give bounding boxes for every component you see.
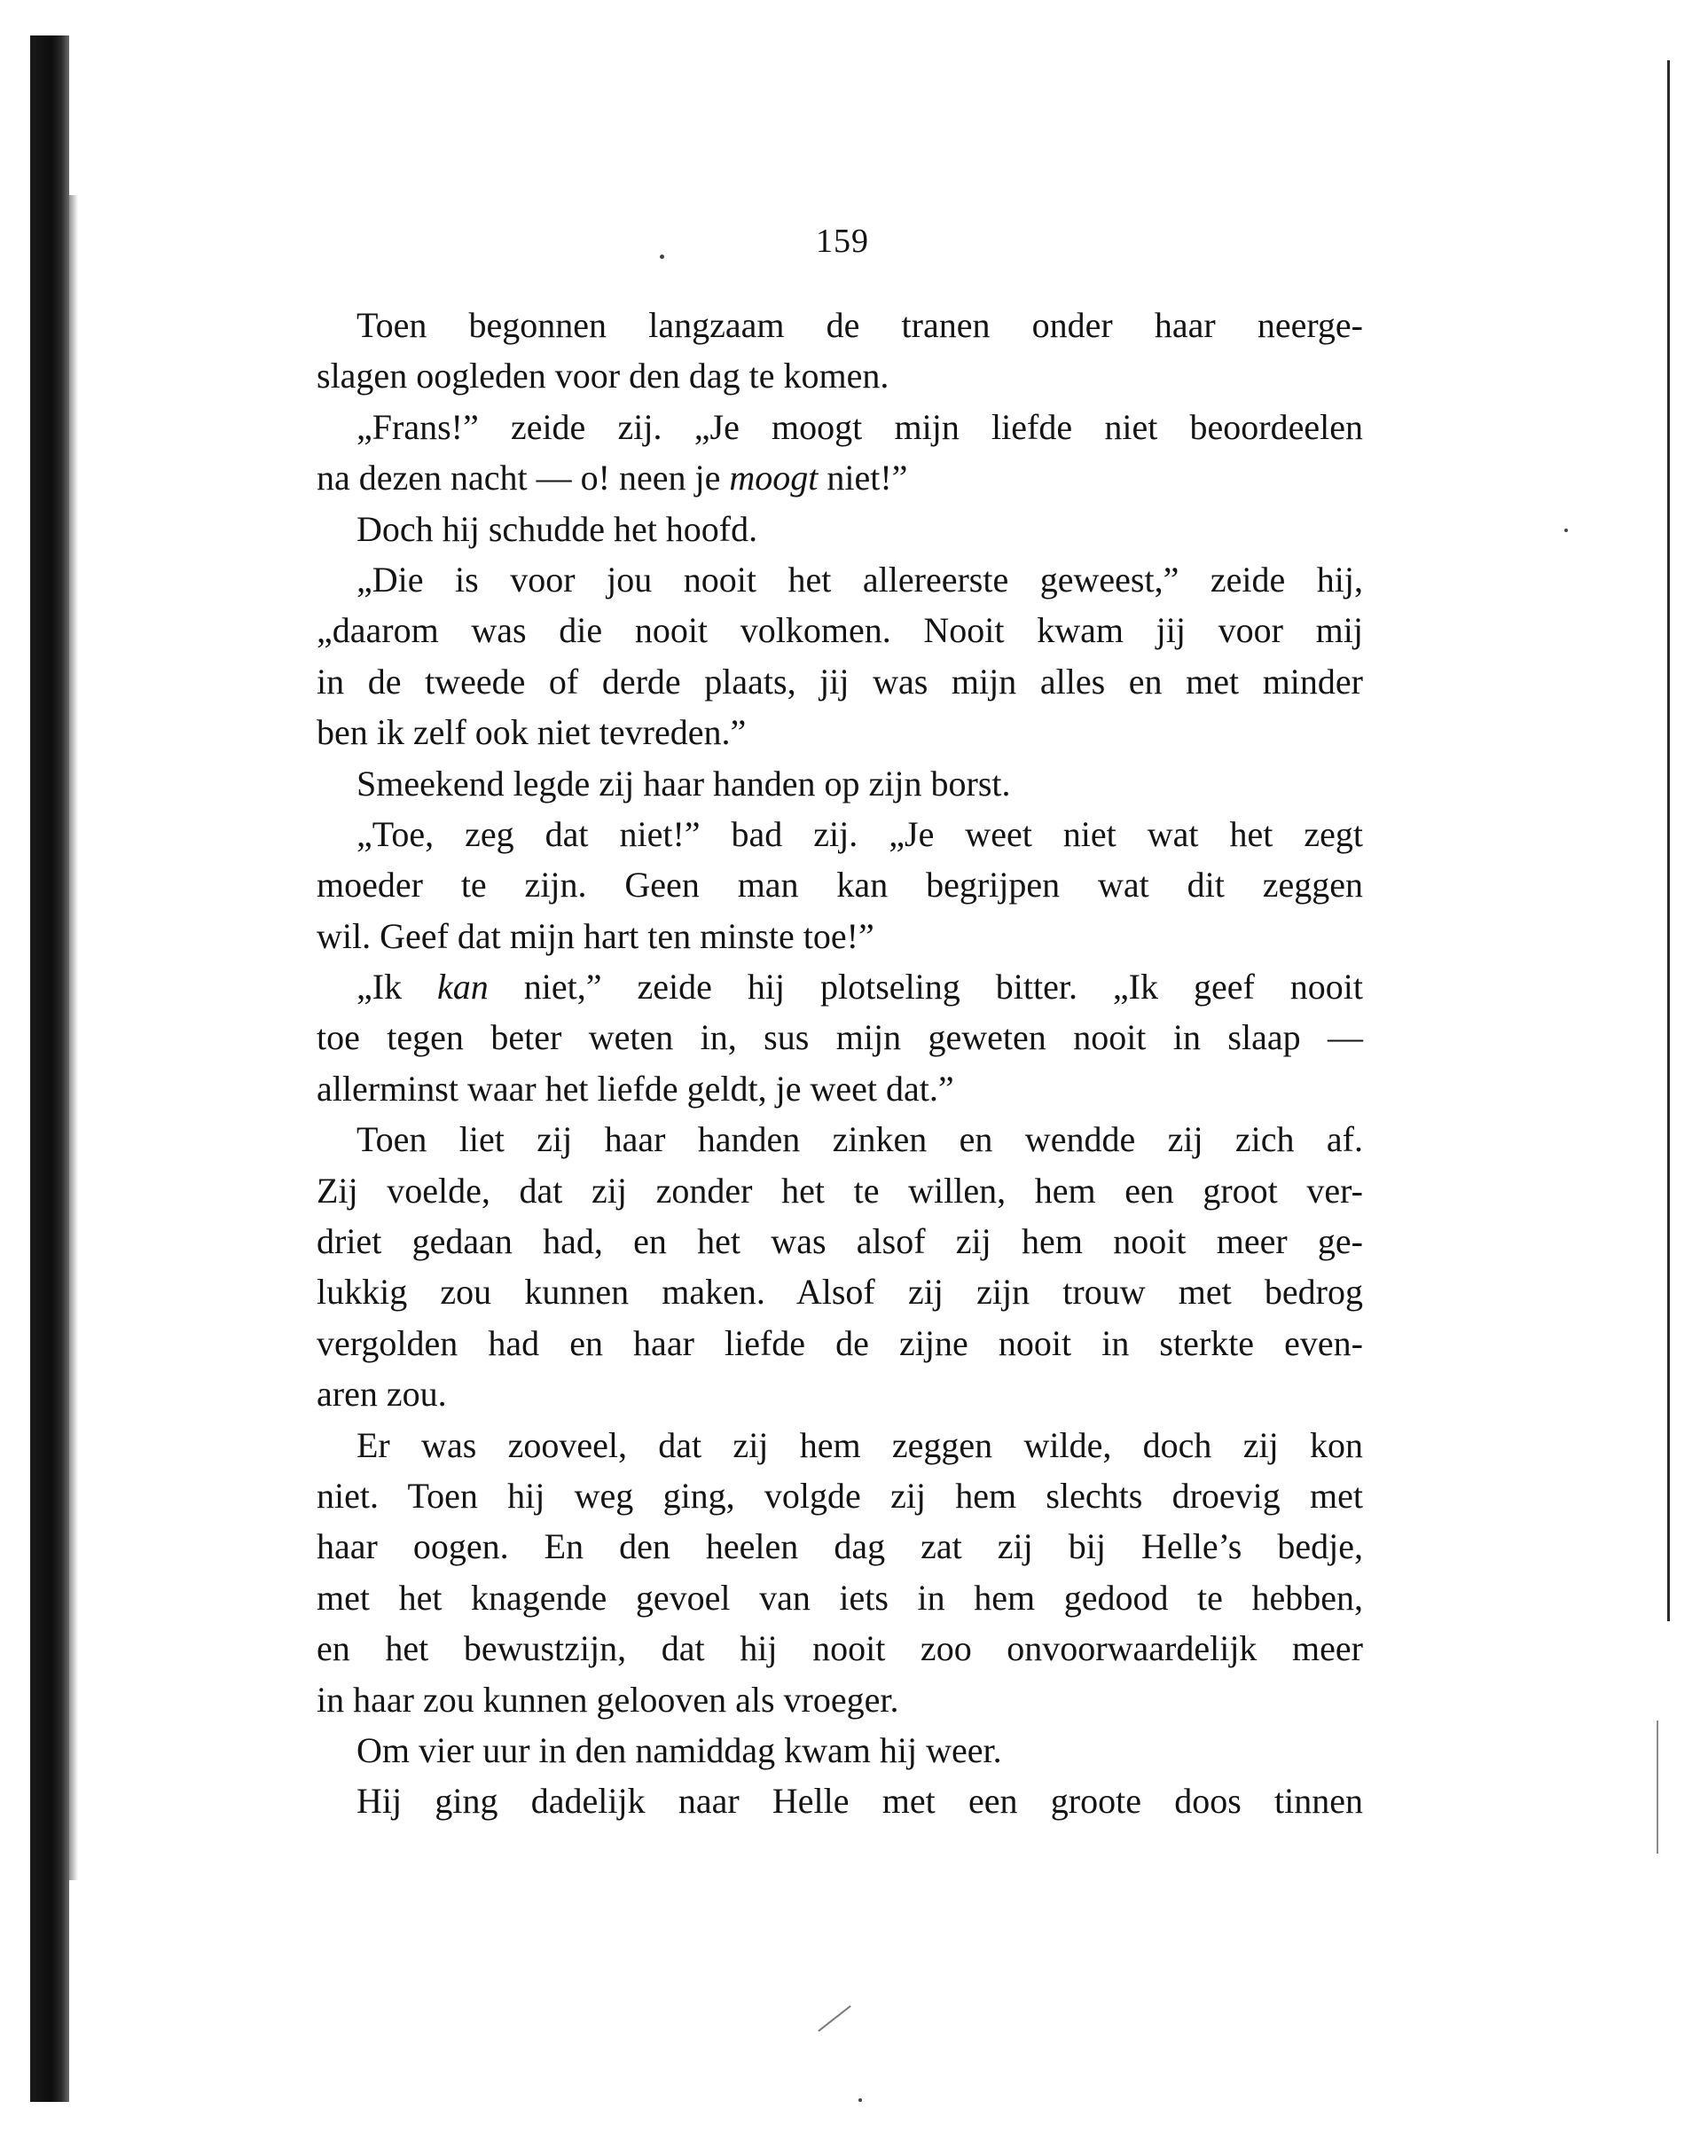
text-line-segment: lukkig zou kunnen maken. Alsof zij zijn trouw met bedrog bbox=[317, 1272, 1363, 1313]
text-line-segment: na dezen nacht — o! neen je bbox=[317, 458, 730, 498]
text-line bbox=[317, 554, 1363, 605]
text-line bbox=[317, 911, 1363, 961]
text-line-segment: Er was zooveel, dat zij hem zeggen wilde, doch zij kon bbox=[356, 1424, 1363, 1465]
text-line-segment: slagen oogleden voor den dag te komen. bbox=[317, 356, 889, 396]
text-line-segment: Doch hij schudde het hoofd. bbox=[356, 508, 758, 549]
text-line-segment: Zij voelde, dat zij zonder het te willen, hem een groot ver- bbox=[317, 1170, 1363, 1211]
italic-emphasis: kan bbox=[437, 967, 489, 1007]
text-line bbox=[317, 656, 1363, 707]
body-text bbox=[317, 300, 1363, 1827]
text-line bbox=[317, 961, 1363, 1012]
text-line bbox=[317, 1674, 1363, 1725]
text-line bbox=[317, 1216, 1363, 1266]
text-line-segment: Hij ging dadelijk naar Helle met een groote doos tinnen bbox=[356, 1781, 1363, 1822]
text-line bbox=[317, 809, 1363, 859]
text-line-segment: „Toe, zeg dat niet!” bad zij. „Je weet niet wat het zegt bbox=[356, 813, 1363, 854]
text-line-segment: driet gedaan had, en het was alsof zij hem nooit meer ge- bbox=[317, 1221, 1363, 1262]
text-line-segment: wil. Geef dat mijn hart ten minste toe!” bbox=[317, 915, 874, 956]
text-line bbox=[317, 1776, 1363, 1826]
text-line bbox=[317, 859, 1363, 910]
scan-speck bbox=[1564, 529, 1568, 532]
text-line-segment: Toen liet zij haar handen zinken en wendde zij zich af. bbox=[356, 1119, 1363, 1160]
text-line-segment: niet. Toen hij weg ging, volgde zij hem slechts droevig met bbox=[317, 1475, 1363, 1516]
text-line bbox=[317, 1165, 1363, 1216]
text-line bbox=[317, 504, 1363, 554]
text-line bbox=[317, 1470, 1363, 1521]
page-number: 159 bbox=[816, 223, 869, 260]
text-line bbox=[317, 1114, 1363, 1164]
text-line bbox=[317, 1012, 1363, 1062]
pencil-mark bbox=[818, 2005, 850, 2032]
text-line bbox=[317, 1318, 1363, 1368]
text-line-segment: niet,” zeide hij plotseling bitter. „Ik geef nooit bbox=[488, 967, 1363, 1007]
scan-speck bbox=[660, 255, 664, 259]
text-line bbox=[317, 452, 1363, 503]
text-line-segment: „daarom was die nooit volkomen. Nooit kwam jij voor mij bbox=[317, 610, 1363, 651]
text-line bbox=[317, 1623, 1363, 1674]
text-line bbox=[317, 605, 1363, 655]
text-line-segment: ben ik zelf ook niet tevreden.” bbox=[317, 712, 747, 753]
text-line bbox=[317, 1063, 1363, 1114]
text-line-segment: allerminst waar het liefde geldt, je weet dat.” bbox=[317, 1068, 954, 1109]
text-line-segment: in haar zou kunnen gelooven als vroeger. bbox=[317, 1679, 899, 1720]
text-line bbox=[317, 707, 1363, 757]
text-line-segment: aren zou. bbox=[317, 1374, 447, 1415]
scan-speck bbox=[858, 2098, 862, 2102]
scan-binding-edge bbox=[30, 35, 69, 2102]
text-line bbox=[317, 1368, 1363, 1419]
text-line bbox=[317, 402, 1363, 452]
text-line-segment: Smeekend legde zij haar handen op zijn borst. bbox=[356, 763, 1011, 804]
scan-right-edge-line bbox=[1667, 60, 1670, 1621]
text-line-segment: niet!” bbox=[818, 458, 908, 498]
text-line-segment: vergolden had en haar liefde de zijne nooit in sterkte even- bbox=[317, 1322, 1363, 1363]
text-line-segment: Toen begonnen langzaam de tranen onder haar neerge- bbox=[356, 305, 1363, 345]
italic-emphasis: moogt bbox=[729, 458, 819, 498]
text-line bbox=[317, 1725, 1363, 1776]
text-line-segment: in de tweede of derde plaats, jij was mijn alles en met minder bbox=[317, 661, 1363, 702]
text-line-segment: „Die is voor jou nooit het allereerste geweest,” zeide hij, bbox=[356, 559, 1363, 600]
text-line bbox=[317, 1572, 1363, 1623]
text-line-segment: haar oogen. En den heelen dag zat zij bij Helle’s bedje, bbox=[317, 1526, 1363, 1567]
text-line bbox=[317, 1521, 1363, 1572]
text-line-segment: toe tegen beter weten in, sus mijn geweten nooit in slaap — bbox=[317, 1017, 1363, 1058]
text-line bbox=[317, 300, 1363, 350]
text-line-segment: „Frans!” zeide zij. „Je moogt mijn liefde niet beoordeelen bbox=[356, 406, 1363, 447]
text-line-segment: en het bewustzijn, dat hij nooit zoo onvoorwaardelijk meer bbox=[317, 1628, 1363, 1669]
text-line-segment: Om vier uur in den namiddag kwam hij weer. bbox=[356, 1729, 1002, 1770]
text-line bbox=[317, 350, 1363, 401]
scan-right-edge-line-faint bbox=[1657, 1721, 1658, 1854]
text-line-segment: moeder te zijn. Geen man kan begrijpen wat dit zeggen bbox=[317, 865, 1363, 906]
text-line bbox=[317, 1266, 1363, 1317]
text-line-segment: met het knagende gevoel van iets in hem gedood te hebben, bbox=[317, 1577, 1363, 1618]
text-line-segment: „Ik bbox=[356, 967, 438, 1007]
text-line bbox=[317, 758, 1363, 809]
text-line bbox=[317, 1420, 1363, 1470]
